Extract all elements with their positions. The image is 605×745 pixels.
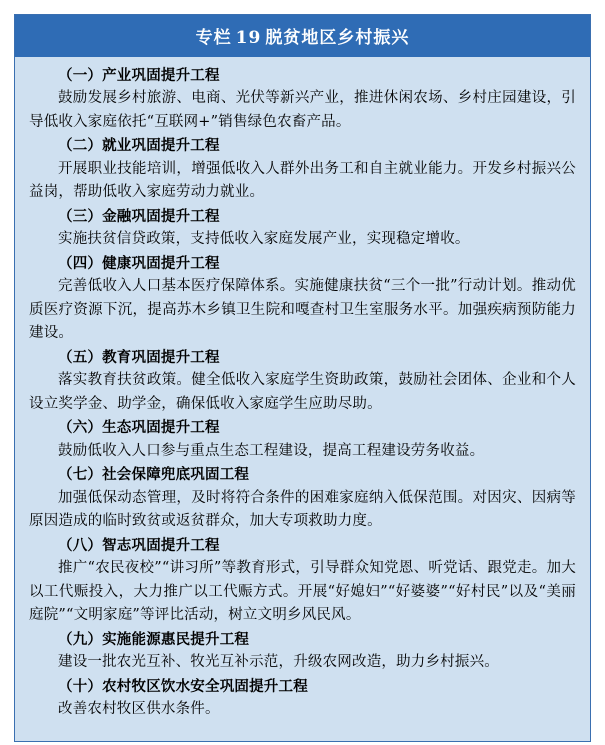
callout-box-body	[15, 57, 590, 722]
section-body: 加强低保动态管理，及时将符合条件的困难家庭纳入低保范围。对因灾、因病等原因造成的临时致贫或返贫群众，加大专项救助力度。	[29, 489, 576, 530]
section-body: 鼓励低收入人口参与重点生态工程建设，提高工程建设劳务收益。	[58, 442, 485, 459]
callout-number: 19	[235, 28, 262, 48]
section-body: 完善低收入人口基本医疗保障体系。实施健康扶贫“三个一批”行动计划。推动优质医疗资源下沉，提高苏木乡镇卫生院和嘎查村卫生室服务水平。加强疾病预防能力建设。	[29, 278, 576, 342]
section-item	[29, 205, 576, 252]
section-heading: （七）社会保障兜底巩固工程	[58, 466, 250, 484]
callout-title: 脱贫地区乡村振兴	[265, 28, 410, 48]
section-item	[29, 346, 576, 416]
section-item	[29, 252, 576, 346]
section-heading: （十）农村牧区饮水安全巩固提升工程	[58, 677, 308, 695]
section-heading: （四）健康巩固提升工程	[58, 254, 220, 272]
section-body: 鼓励发展乡村旅游、电商、光伏等新兴产业，推进休闲农场、乡村庄园建设，引导低收入家庭依托“互联网+”销售绿色农畜产品。	[29, 90, 576, 130]
section-item	[29, 134, 576, 204]
callout-label: 专栏	[195, 28, 232, 48]
section-heading: （九）实施能源惠民提升工程	[58, 630, 250, 648]
section-body: 开展职业技能培训，增强低收入人群外出务工和自主就业能力。开发乡村振兴公益岗，帮助低收入家庭劳动力就业。	[29, 160, 576, 201]
callout-box-header	[15, 15, 590, 57]
section-body: 建设一批农光互补、牧光互补示范，升级农网改造，助力乡村振兴。	[58, 654, 499, 671]
section-body: 落实教育扶贫政策。健全低收入家庭学生资助政策，鼓励社会团体、企业和个人设立奖学金、助学金，确保低收入家庭学生应助尽助。	[29, 372, 576, 412]
section-heading: （三）金融巩固提升工程	[58, 207, 220, 225]
section-heading: （一）产业巩固提升工程	[58, 67, 220, 84]
section-item	[29, 416, 576, 463]
section-heading: （八）智志巩固提升工程	[58, 536, 220, 554]
section-body: 改善农村牧区供水条件。	[58, 701, 220, 718]
section-body: 推广“农民夜校”“讲习所”等教育形式，引导群众知党恩、听党话、跟党走。加大以工代赈投入，大力推广以工代赈方式。开展“好媳妇”“好婆婆”“好村民”以及“美丽庭院”“文明家庭”等评比活动，树立文明乡风民风。	[29, 560, 576, 624]
section-item	[29, 628, 576, 675]
section-body: 实施扶贫信贷政策，支持低收入家庭发展产业，实现稳定增收。	[58, 231, 470, 248]
section-item	[29, 534, 576, 628]
section-heading: （二）就业巩固提升工程	[58, 137, 220, 155]
section-item	[29, 64, 576, 134]
section-heading: （五）教育巩固提升工程	[58, 348, 220, 366]
section-heading: （六）生态巩固提升工程	[58, 419, 220, 437]
callout-box	[14, 14, 591, 742]
section-item	[29, 675, 576, 722]
section-item	[29, 463, 576, 533]
